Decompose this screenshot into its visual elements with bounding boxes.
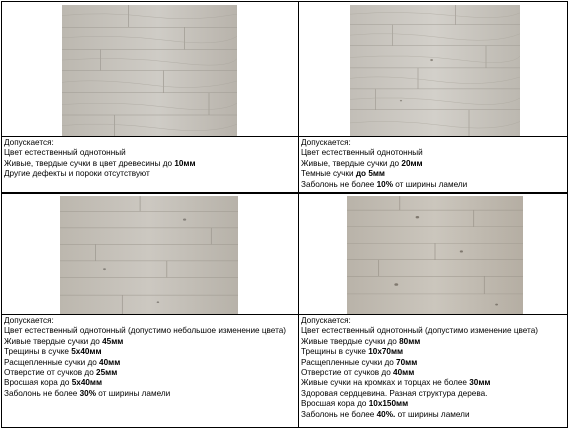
caption-value: 30мм [469, 378, 491, 388]
caption-value: 40мм [99, 357, 121, 367]
caption-text: Заболонь не более [301, 179, 377, 189]
caption-text: Цвет естественный однотонный [301, 148, 423, 158]
floor-photo-3 [60, 196, 238, 314]
caption-text: Заболонь не более [301, 409, 377, 419]
caption-value: до 5мм [355, 169, 385, 179]
caption-value: 80мм [399, 336, 421, 346]
caption-line [4, 378, 286, 388]
caption-text: Расщепленные сучки до [301, 357, 397, 367]
caption-line [301, 378, 538, 388]
caption-value: 5х40мм [71, 378, 103, 388]
caption-line [4, 159, 196, 169]
caption-value: 10х70мм [368, 347, 404, 357]
floor-photo-2 [350, 5, 520, 136]
floor-photo-4 [347, 196, 523, 314]
wood-texture [347, 196, 523, 314]
caption-line [4, 337, 286, 347]
grade-table [1, 1, 568, 428]
caption-line [4, 368, 286, 378]
caption-value: 45мм [102, 336, 124, 346]
caption-text: Живые, твердые сучки до [301, 158, 402, 168]
caption-text: Трещины в сучке [4, 347, 72, 357]
caption-line [4, 347, 286, 357]
caption-text: Отверстие от сучков до [4, 368, 97, 378]
caption-text: Живые сучки на кромках и торцах не более [301, 378, 470, 388]
caption-line [301, 169, 467, 179]
caption-line [301, 358, 538, 368]
caption-value: 70мм [396, 357, 418, 367]
caption-text: Трещины в сучке [301, 347, 369, 357]
caption-text: Темные сучки [301, 169, 356, 179]
caption-text: Отверстие от сучков до [301, 368, 394, 378]
caption-text: от ширины ламели [395, 409, 470, 419]
row-divider [2, 192, 567, 194]
caption-value: 5х40мм [71, 347, 102, 357]
caption-line [4, 326, 286, 336]
caption-grade-4 [301, 316, 538, 420]
caption-value: 10% [376, 179, 394, 189]
caption-text: Живые, твердые сучки в цвет древесины до [4, 158, 175, 168]
caption-line [4, 358, 286, 368]
caption-text: Вросшая кора до [4, 378, 72, 388]
caption-line [301, 148, 467, 158]
caption-line [301, 410, 538, 420]
caption-line [4, 389, 286, 399]
caption-text: Цвет естественный однотонный (допустимо изменение цвета) [301, 326, 538, 336]
column-divider [298, 2, 299, 427]
caption-heading: Допускается: [4, 138, 54, 147]
caption-value: 40%. [376, 409, 396, 419]
caption-line [301, 326, 538, 336]
caption-line [301, 368, 538, 378]
caption-value: 10мм [174, 158, 196, 168]
caption-text: Здоровая сердцевина. Разная структура дерева. [301, 388, 488, 398]
row-divider [2, 136, 567, 137]
caption-value: 25мм [96, 368, 118, 378]
caption-text: Цвет естественный однотонный (допустимо небольшое изменение цвета) [4, 326, 287, 336]
caption-line [301, 347, 538, 357]
caption-text: Вросшая кора до [301, 399, 369, 409]
caption-line [4, 148, 196, 158]
caption-grade-2 [301, 138, 467, 190]
caption-value: 40мм [393, 368, 415, 378]
caption-text: Живые твердые сучки до [4, 336, 103, 346]
caption-text: от ширины ламели [393, 179, 468, 189]
caption-grade-1 [4, 138, 196, 180]
wood-texture [60, 196, 238, 314]
caption-text: Расщепленные сучки до [4, 357, 100, 367]
caption-line [301, 159, 467, 169]
wood-texture [62, 5, 237, 136]
caption-line [301, 389, 538, 399]
caption-line [301, 399, 538, 409]
caption-value: 20мм [401, 158, 423, 168]
caption-heading: Допускается: [4, 316, 54, 325]
floor-photo-1 [62, 5, 237, 136]
caption-text: Заболонь не более [4, 388, 80, 398]
caption-line [301, 337, 538, 347]
caption-line [301, 180, 467, 190]
caption-value: 10х150мм [368, 399, 409, 409]
row-divider [2, 314, 567, 315]
caption-text: Цвет естественный однотонный [4, 148, 126, 158]
caption-value: 30% [79, 388, 97, 398]
caption-grade-3 [4, 316, 286, 399]
caption-text: от ширины ламели [96, 388, 171, 398]
caption-text: Живые твердые сучки до [301, 336, 400, 346]
caption-heading: Допускается: [301, 138, 351, 147]
wood-texture [350, 5, 520, 136]
caption-heading: Допускается: [301, 316, 351, 325]
caption-line [4, 169, 196, 179]
caption-text: Другие дефекты и пороки отсутствуют [4, 169, 150, 179]
